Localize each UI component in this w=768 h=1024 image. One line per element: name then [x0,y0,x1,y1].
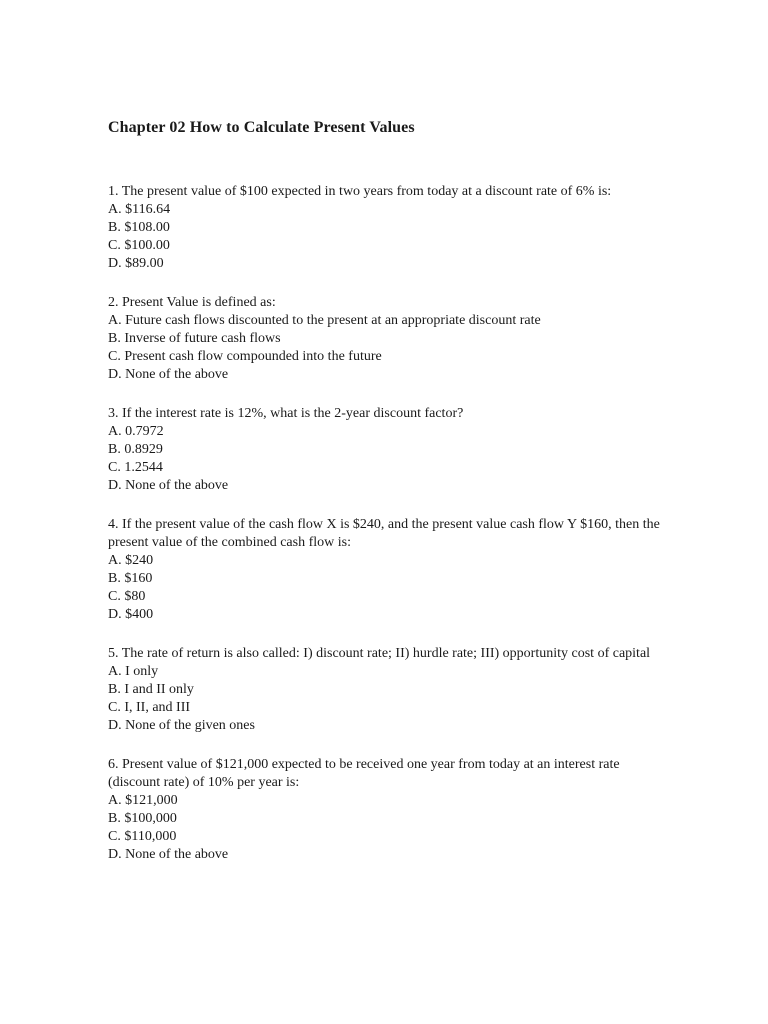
option-c: C. $100.00 [108,238,170,253]
option-b: B. I and II only [108,682,194,697]
option-c: C. I, II, and III [108,700,191,715]
option-b: B. 0.8929 [108,442,163,457]
chapter-title: Chapter 02 How to Calculate Present Values [108,119,415,136]
option-b: B. $100,000 [108,811,177,826]
question-4 [108,516,708,624]
option-c: C. 1.2544 [108,460,163,475]
option-a: A. $240 [108,553,154,568]
option-a: A. $121,000 [108,793,178,808]
question-2 [108,294,708,384]
option-a: A. 0.7972 [108,424,164,439]
option-b: B. $160 [108,571,153,586]
document-page [108,118,708,885]
question-1 [108,183,708,273]
question-6 [108,756,708,864]
option-a: A. Future cash flows discounted to the present at an appropriate discount rate [108,313,541,328]
option-d: D. None of the above [108,847,229,862]
option-a: A. $116.64 [108,202,171,217]
option-d: D. None of the given ones [108,718,255,733]
option-b: B. Inverse of future cash flows [108,331,281,346]
option-d: D. $89.00 [108,256,164,271]
question-text: 2. Present Value is defined as: [108,295,276,310]
question-text: 1. The present value of $100 expected in two years from today at a discount rate of 6% is: [108,184,612,199]
option-c: C. $80 [108,589,146,604]
option-d: D. None of the above [108,367,229,382]
question-text: 6. Present value of $121,000 expected to be received one year from today at an interest rate (discount rate) of 10% per year is: [108,757,620,790]
question-text: 3. If the interest rate is 12%, what is the 2-year discount factor? [108,406,464,421]
option-b: B. $108.00 [108,220,170,235]
question-text: 5. The rate of return is also called: I) discount rate; II) hurdle rate; III) opportunity cost of capital [108,646,651,661]
question-text: 4. If the present value of the cash flow X is $240, and the present value cash flow Y $160, then the present value of the combined cash flow is: [108,517,660,550]
option-c: C. Present cash flow compounded into the future [108,349,382,364]
option-c: C. $110,000 [108,829,177,844]
option-d: D. $400 [108,607,154,622]
option-a: A. I only [108,664,159,679]
question-3 [108,405,708,495]
question-5 [108,645,708,735]
option-d: D. None of the above [108,478,229,493]
